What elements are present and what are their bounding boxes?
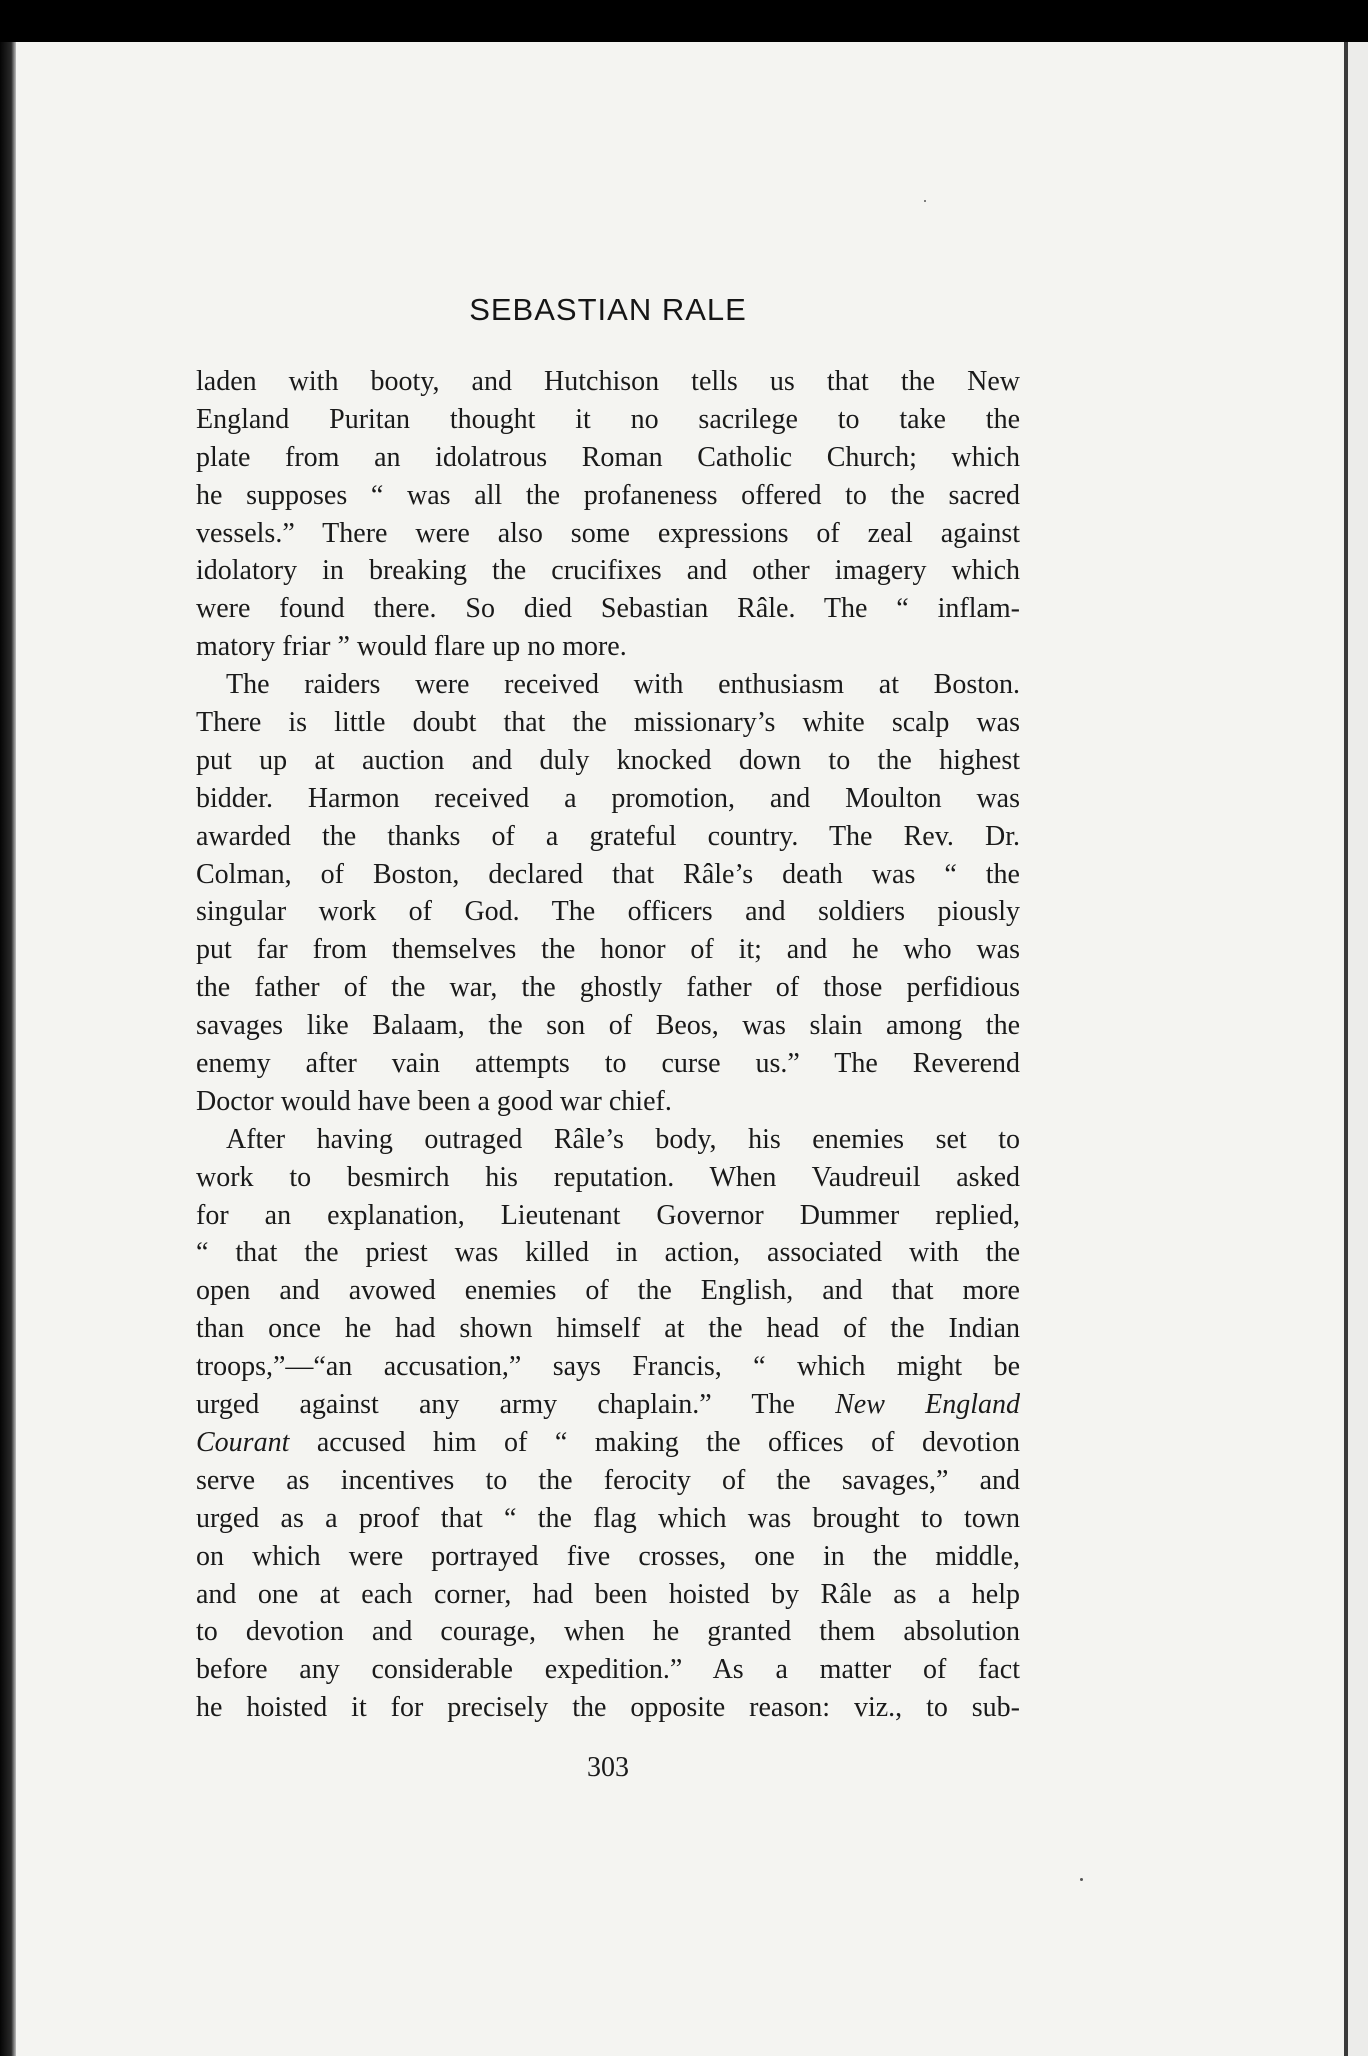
text-line: open and avowed enemies of the English, and that more xyxy=(196,1275,1020,1307)
page-number: 303 xyxy=(587,1752,629,1783)
line-rest: accused him of “ making the offices of devotion xyxy=(289,1426,1020,1458)
text-line: Doctor would have been a good war chief. xyxy=(196,1085,672,1117)
text-line: There is little doubt that the missionary’s white scalp was xyxy=(196,707,1020,739)
text-line: savages like Balaam, the son of Beos, was slain among the xyxy=(196,1010,1020,1042)
italic-title-part: Courant xyxy=(196,1426,290,1458)
body-text xyxy=(196,363,1020,1727)
text-line: and one at each corner, had been hoisted by Râle as a help xyxy=(196,1578,1020,1610)
text-line: vessels.” There were also some expressions of zeal against xyxy=(196,517,1020,549)
running-head: SEBASTIAN RALE xyxy=(469,292,747,327)
scan-speck xyxy=(924,200,926,202)
text-line-with-italic xyxy=(196,1386,1020,1424)
text-line: singular work of God. The officers and soldiers piously xyxy=(196,896,1020,928)
text-line: put up at auction and duly knocked down to the highest xyxy=(196,744,1020,776)
text-line: put far from themselves the honor of it; and he who was xyxy=(196,934,1020,966)
text-line: Colman, of Boston, declared that Râle’s death was “ the xyxy=(196,858,1020,890)
text-line: serve as incentives to the ferocity of the savages,” and xyxy=(196,1464,1020,1496)
text-line: enemy after vain attempts to curse us.” The Reverend xyxy=(196,1048,1020,1080)
text-line: awarded the thanks of a grateful country. The Rev. Dr. xyxy=(196,820,1020,852)
italic-title-part: New England xyxy=(835,1389,1021,1421)
text-line: troops,”—“an accusation,” says Francis, “ which might be xyxy=(196,1351,1020,1383)
text-line: matory friar ” would flare up no more. xyxy=(196,631,627,663)
text-line: to devotion and courage, when he granted them absolution xyxy=(196,1616,1020,1648)
paragraph-start-line: The raiders were received with enthusiasm at Boston. xyxy=(226,669,1020,701)
scan-top-band xyxy=(0,0,1368,42)
text-line: urged as a proof that “ the flag which was brought to town xyxy=(196,1502,1020,1534)
text-line: he supposes “ was all the profaneness offered to the sacred xyxy=(196,479,1020,511)
text-line: before any considerable expedition.” As a matter of fact xyxy=(196,1654,1020,1686)
text-line: “ that the priest was killed in action, associated with the xyxy=(196,1237,1020,1269)
text-line: were found there. So died Sebastian Râle. The “ inflam- xyxy=(196,593,1020,625)
text-line: work to besmirch his reputation. When Vaudreuil asked xyxy=(196,1161,1020,1193)
text-line: laden with booty, and Hutchison tells us that the New xyxy=(196,366,1020,397)
page-right-margin xyxy=(1348,42,1368,2056)
scan-speck xyxy=(1080,1878,1083,1881)
text-line: the father of the war, the ghostly father of those perfidious xyxy=(196,972,1020,1004)
text-line-with-italic xyxy=(196,1424,1020,1462)
text-line: on which were portrayed five crosses, one in the middle, xyxy=(196,1540,1020,1572)
line-start: urged against any army chaplain.” The xyxy=(196,1389,836,1421)
text-line: for an explanation, Lieutenant Governor Dummer replied, xyxy=(196,1199,1020,1231)
text-line: idolatory in breaking the crucifixes and other imagery which xyxy=(196,555,1020,587)
page-binding-edge xyxy=(0,42,16,2056)
text-line: than once he had shown himself at the head of the Indian xyxy=(196,1313,1020,1345)
text-line: England Puritan thought it no sacrilege to take the xyxy=(196,403,1020,435)
paragraph-start-line: After having outraged Râle’s body, his enemies set to xyxy=(226,1123,1020,1155)
text-line: bidder. Harmon received a promotion, and Moulton was xyxy=(196,782,1020,814)
text-line: plate from an idolatrous Roman Catholic Church; which xyxy=(196,441,1020,473)
text-line: he hoisted it for precisely the opposite reason: viz., to sub- xyxy=(196,1692,1020,1724)
